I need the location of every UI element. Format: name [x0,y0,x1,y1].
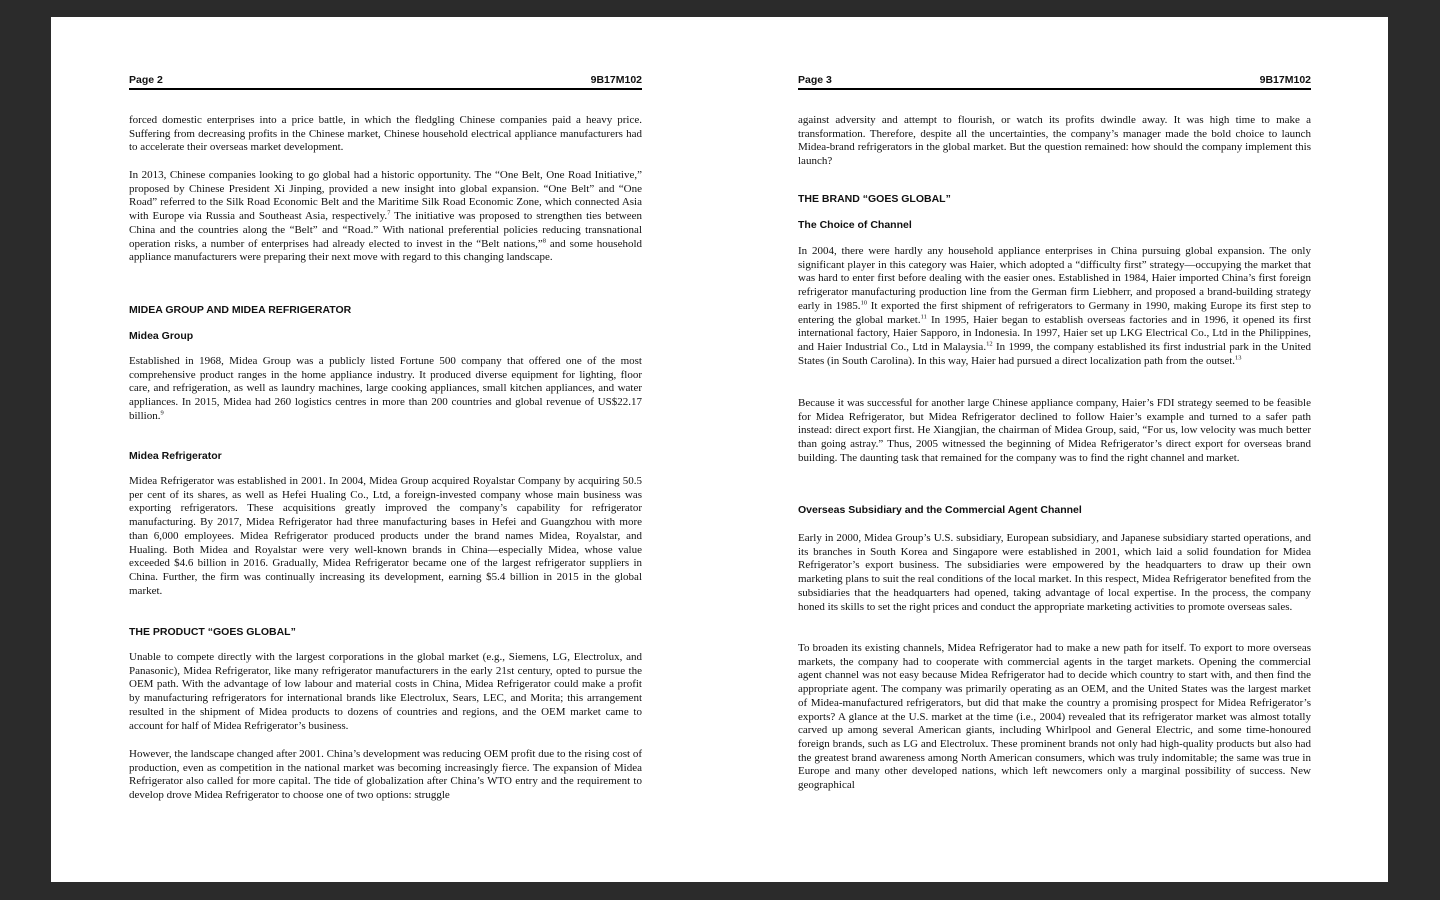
footnote-ref: 9 [160,409,164,417]
paragraph-text: Established in 1968, Midea Group was a publicly listed Fortune 500 company that offered one of the most comprehensive product ranges in the home appliance industry. It produced diverse equipment for lighting, floor care, and refrigeration, as well as laundry machines, large cooking appliances, small kitchen appliances, and water appliances. In 2015, Midea had 260 logistics centres in more than 200 countries and global revenue of US$22.17 billion.$^9$ [129,355,642,422]
paragraph-text: Unable to compete directly with the largest corporations in the global market (e.g., Siemens, LG, Electrolux, and Panasonic), Midea Refrigerator, like many refrigerator manufacturers in the early 21st century, opted to pursue the OEM path. With the advantage of low labour and material costs in China, Midea Refrigerator could make a profit by manufacturing refrigerators for international brands like Electrolux, Sears, LEC, and Morita; this arrangement resulted in the shipment of Midea products to dozens of countries and regions, and the OEM market came to account for half of Midea Refrigerator’s business. [129,651,642,732]
paragraph [798,532,1311,614]
paragraph-text: In 2013, Chinese companies looking to go global had a historic opportunity. The “One Belt, One Road Initiative,” proposed by Chinese President Xi Jinping, provided a new insight into global expansion. “One Belt” and “One Road” referred to the Silk Road Economic Belt and the Maritime Silk Road Economic Zone, which connected Asia with Europe via Russia and Southeast Asia, respectively.$^7$ The initiative was proposed to strengthen ties between China and the countries along the “Belt” and “Road.” With national preferential policies reducing transnational operation risks, a number of enterprises had already elected to invest in the “Belt nations,”$^8$ and some household appliance manufacturers were preparing their next move with regard to this changing landscape. [129,169,643,264]
paragraph [798,114,1311,169]
paragraph-text: Early in 2000, Midea Group’s U.S. subsidiary, European subsidiary, and Japanese subsidiary started operations, and its branches in South Korea and Singapore were established in 2001, which laid a solid foundation for Midea Refrigerator’s export business. The subsidiaries were empowered by the headquarters to draw up their own marketing plans to suit the real conditions of the local market. In this respect, Midea Refrigerator benefited from the subsidiaries that the headquarters had opened, taking advantage of local expertise. In the process, the company honed its skills to set the right prices and conduct the appropriate marketing activities to promote overseas sales. [798,532,1311,613]
page-number: Page 3 [798,74,832,86]
paragraph [798,642,1311,793]
page-header [798,74,1311,90]
page-spread [51,17,1388,882]
subsection-heading: Midea Group [129,330,194,342]
footnote-ref: 12 [986,340,993,348]
subsection-heading: Overseas Subsidiary and the Commercial Agent Channel [798,504,1082,516]
footnote-ref: 10 [860,299,868,307]
paragraph-text: To broaden its existing channels, Midea Refrigerator had to make a new path for itself. To export to more overseas markets, the company had to cooperate with commercial agents in the target markets. Opening the commercial agent channel was not easy because Midea Refrigerator had to decide which country to start with, and then find the appropriate agent. The company was primarily operating as an OEM, and the United States was the largest market of Midea-manufactured refrigerators, but did that make the country a promising prospect for Midea Refrigerator’s exports? A glance at the U.S. market at the time (i.e., 2004) revealed that its refrigerator market was almost totally carved up among several American giants, including Whirlpool and General Electric, and some time-honoured foreign brands, such as LG and Electrolux. These prominent brands not only had high-quality products but also had the greatest brand awareness among North American consumers, which was truly indomitable; the same was true in Europe and many other developed nations, which left newcomers only a marginal possibility of success. New geographical [798,642,1311,792]
paragraph-text: However, the landscape changed after 2001. China’s development was reducing OEM profit due to the rising cost of production, even as competition in the national market was becoming increasingly fierce. The expansion of Midea Refrigerator also called for more capital. The tide of globalization after China’s WTO entry and the requirement to develop drove Midea Refrigerator to choose one of two options: struggle [129,748,642,802]
paragraph [129,748,642,803]
subsection-heading: The Choice of Channel [798,219,912,231]
paragraph-text: against adversity and attempt to flourish, or watch its profits dwindle away. It was high time to make a transformation. Therefore, despite all the uncertainties, the company’s manager made the bold choice to launch Midea-brand refrigerators in the global market. But the question remained: how should the company implement this launch? [798,114,1311,168]
paragraph [129,651,642,733]
paragraph [129,355,642,424]
section-heading: THE PRODUCT “GOES GLOBAL” [129,626,296,638]
paragraph [129,475,642,598]
section-heading: MIDEA GROUP AND MIDEA REFRIGERATOR [129,304,352,316]
paragraph-text: Because it was successful for another large Chinese appliance company, Haier’s FDI strategy seemed to be feasible for Midea Refrigerator, but Midea Refrigerator declined to follow Haier’s example and turned to a safer path instead: direct export first. He Xiangjian, the chairman of Midea Group, said, “For us, low velocity was much better than going astray.” Thus, 2005 witnessed the beginning of Midea Refrigerator’s direct export for overseas brand building. The daunting task that remained for the company was to find the right channel and market. [798,397,1311,464]
paragraph-text: In 2004, there were hardly any household appliance enterprises in China pursuing global expansion. The only significant player in this category was Haier, which adopted a “difficulty first” strategy—occupying the market that was hard to enter first before dealing with the easier ones. Established in 1984, Haier imported China’s first foreign refrigerator manufacturing production line from the German firm Liebherr, and proposed a brand-building strategy early in 1985.10 It exported the first shipment of refrigerators to Germany in 1990, making Europe its first step to entering the global market.$^{11}$ In 1995, Haier began to establish overseas factories and in 1996, it opened its first international factory, Haier Sapporo, in Indonesia. In 1997, Haier set up LKG Electrical Co., Ltd in the Philippines, and Haier Industrial Co., Ltd in Malaysia.$^{12}$ In 1999, the company established its first industrial park in the United States (in South Carolina). In this way, Haier had pursued a direct localization path from the outset.$^{13}$ [798,245,1312,367]
page-header [129,74,642,90]
footnote-ref: 7 [387,209,391,217]
paragraph: forced domestic enterprises into a price battle, in which the fledgling Chinese companies paid a heavy price. Suffering from decreasing profits in the Chinese market, Chinese household electrical appliance manufacturers had to accelerate their overseas market development. [129,114,642,154]
footnote-ref: 11 [920,312,927,320]
paragraph-text: Midea Refrigerator was established in 2001. In 2004, Midea Group acquired Royalstar Company by acquiring 50.5 per cent of its shares, as well as Hefei Hualing Co., Ltd, a foreign-invested company whose main business was exporting refrigerators. These acquisitions greatly improved the company’s capability for refrigerator manufacturing. By 2017, Midea Refrigerator had three manufacturing bases in Hefei and Guangzhou with more than 6,000 employees. Midea Refrigerator produced products under the brand names Midea, Royalstar, and Hualing. Both Midea and Royalstar were very well-known brands in China—especially Midea, whose value exceeded $4.6 billion in 2016. Gradually, Midea Refrigerator became one of the largest refrigerator suppliers in China. Further, the firm was continually increasing its development, earning $5.4 billion in 2015 in the global market. [129,475,642,597]
page-number: Page 2 [129,74,163,86]
document-code: 9B17M102 [590,74,642,86]
paragraph [798,397,1311,466]
section-heading: THE BRAND “GOES GLOBAL” [798,193,951,205]
document-code: 9B17M102 [1259,74,1311,86]
paragraph [129,169,642,265]
footnote-ref: 8 [542,236,546,244]
footnote-ref: 13 [1235,353,1242,361]
subsection-heading: Midea Refrigerator [129,450,222,462]
paragraph [798,245,1311,368]
